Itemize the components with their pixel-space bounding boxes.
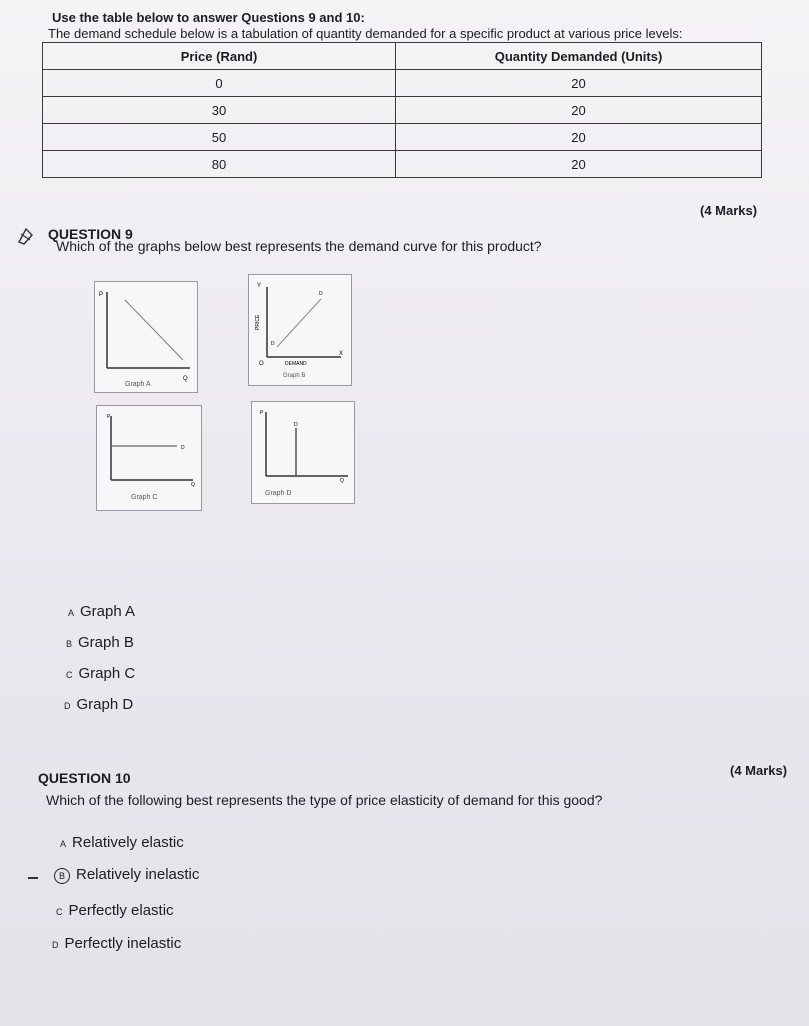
price-cell: 80 [43, 151, 396, 178]
q10-option-b[interactable] [54, 866, 199, 884]
graph-b-x-label: X [339, 351, 344, 357]
option-letter: B [58, 871, 65, 881]
option-label: Graph D [76, 696, 134, 713]
option-letter: C [56, 907, 63, 917]
option-letter: C [66, 670, 73, 680]
pencil-mark-icon [16, 224, 38, 246]
graph-c-x-label: Q [191, 482, 195, 488]
graph-d-curve-label: D [294, 422, 298, 428]
option-letter: A [60, 839, 67, 849]
graph-c-y-label: P [107, 414, 111, 420]
graph-d-caption: Graph D [265, 490, 292, 497]
graph-a-caption: Graph A [125, 381, 151, 388]
price-cell: 30 [43, 97, 396, 124]
graph-b [248, 274, 352, 386]
graph-b-point-top: D [319, 291, 323, 297]
graph-b-y-label: Y [257, 283, 262, 289]
option-letter: A [68, 608, 75, 618]
table-row [43, 97, 762, 124]
option-letter: D [52, 940, 59, 950]
graph-b-origin: O [259, 361, 264, 367]
pencil-dash-mark [28, 877, 38, 879]
option-label: Perfectly inelastic [64, 935, 182, 952]
table-description: The demand schedule below is a tabulation of quantity demanded for a specific product at various price levels: [48, 26, 683, 41]
graph-d [251, 401, 355, 504]
question9-marks: (4 Marks) [700, 203, 758, 218]
option-letter: B [66, 639, 73, 649]
graph-a-demand-line [125, 300, 183, 360]
table-header-row [43, 43, 762, 70]
q10-option-a[interactable] [60, 834, 184, 851]
selected-answer-circle [54, 868, 70, 884]
option-label: Graph A [80, 603, 136, 620]
graph-b-point-bottom: D [271, 341, 275, 347]
table-row [43, 70, 762, 97]
option-label: Graph C [78, 665, 136, 682]
table-row [43, 151, 762, 178]
quantity-cell: 20 [396, 70, 762, 97]
quantity-cell: 20 [396, 97, 762, 124]
graph-b-curve [277, 299, 321, 347]
option-label: Relatively elastic [72, 834, 184, 851]
option-label: Perfectly elastic [68, 902, 174, 919]
price-cell: 0 [43, 70, 396, 97]
question10-text: Which of the following best represents the type of price elasticity of demand for this good? [46, 792, 603, 808]
graph-a-x-label: Q [183, 376, 188, 382]
price-cell: 50 [43, 124, 396, 151]
graph-d-x-label: Q [340, 478, 344, 484]
q9-option-b[interactable] [66, 634, 134, 651]
quantity-column-header: Quantity Demanded (Units) [396, 43, 762, 70]
question9-title: QUESTION 9 [48, 226, 133, 242]
q9-option-d[interactable] [64, 696, 133, 713]
graph-a [94, 281, 198, 393]
graph-b-side-label: PRICE [255, 314, 261, 330]
graph-b-bottom-label: DEMAND [285, 361, 307, 367]
graph-d-y-label: P [260, 410, 264, 416]
question10-marks: (4 Marks) [730, 763, 788, 778]
graph-a-y-label: P [99, 292, 104, 298]
graph-c-caption: Graph C [131, 494, 158, 501]
option-label: Relatively inelastic [76, 866, 200, 883]
quantity-cell: 20 [396, 151, 762, 178]
quantity-cell: 20 [396, 124, 762, 151]
instructions-heading: Use the table below to answer Questions 9 and 10: [52, 10, 365, 25]
question9-text: Which of the graphs below best represents the demand curve for this product? [56, 238, 542, 254]
graph-b-caption: Graph B [283, 373, 306, 379]
option-label: Graph B [78, 634, 134, 651]
price-column-header: Price (Rand) [43, 43, 396, 70]
q10-option-c[interactable] [56, 902, 174, 919]
question10-title: QUESTION 10 [38, 770, 131, 786]
option-letter: D [64, 701, 71, 711]
graph-c-curve-label: D [181, 445, 185, 451]
graph-c [96, 405, 202, 511]
q9-option-c[interactable] [66, 665, 135, 682]
demand-schedule-table [42, 42, 762, 178]
q9-option-a[interactable] [68, 603, 135, 620]
table-row [43, 124, 762, 151]
q10-option-d[interactable] [52, 935, 181, 952]
